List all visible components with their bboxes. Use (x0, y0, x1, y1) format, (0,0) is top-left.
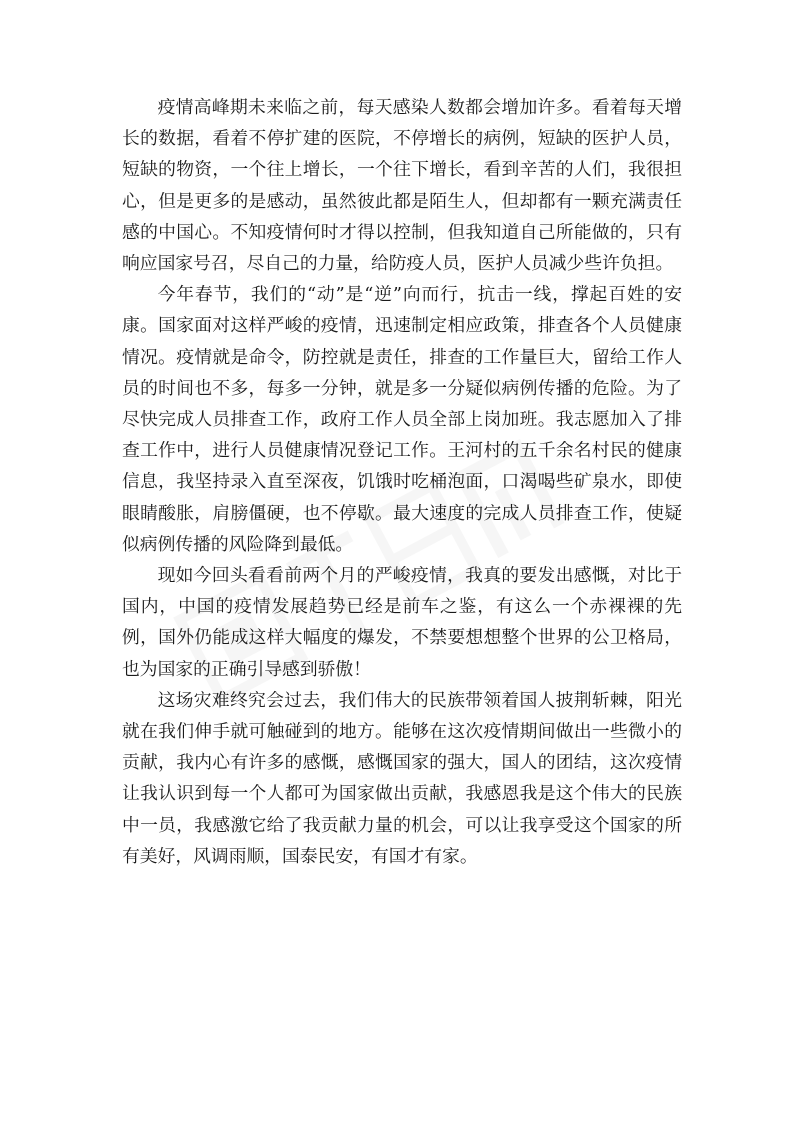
document-body (122, 92, 682, 872)
paragraph-3: 现如今回头看看前两个月的严峻疫情，我真的要发出感慨，对比于国内，中国的疫情发展趋势已经是前车之鉴，有这么一个赤裸裸的先例，国外仍能成这样大幅度的爆发，不禁要想想整个世界的公卫格局，也为国家的正确引导感到骄傲！ (122, 565, 682, 680)
paragraph-1: 疫情高峰期未来临之前，每天感染人数都会增加许多。看着每天增长的数据，看着不停扩建的医院，不停增长的病例，短缺的医护人员，短缺的物资，一个往上增长，一个往下增长，看到辛苦的人们，我很担心，但是更多的是感动，虽然彼此都是陌生人，但却都有一颗充满责任感的中国心。不知疫情何时才得以控制，但我知道自己所能做的，只有响应国家号召，尽自己的力量，给防疫人员，医护人员减少些许负担。 (122, 97, 682, 275)
paragraph-2: 今年春节，我们的“动”是“逆”向而行，抗击一线，撑起百姓的安康。国家面对这样严峻的疫情，迅速制定相应政策，排查各个人员健康情况。疫情就是命令，防控就是责任，排查的工作量巨大，留给工作人员的时间也不多，每多一分钟，就是多一分疑似病例传播的危险。为了尽快完成人员排查工作，政府工作人员全部上岗加班。我志愿加入了排查工作中，进行人员健康情况登记工作。王河村的五千余名村民的健康信息，我坚持录入直至深夜，饥饿时吃桶泡面，口渴喝些矿泉水，即使眼睛酸胀，肩膀僵硬，也不停歇。最大速度的完成人员排查工作，使疑似病例传播的风险降到最低。 (122, 284, 682, 555)
paragraph-4: 这场灾难终究会过去，我们伟大的民族带领着国人披荆斩棘，阳光就在我们伸手就可触碰到的地方。能够在这次疫情期间做出一些微小的贡献，我内心有许多的感慨，感慨国家的强大，国人的团结，这次疫情让我认识到每一个人都可为国家做出贡献，我感恩我是这个伟大的民族中一员，我感激它给了我贡献力量的机会，可以让我享受这个国家的所有美好，风调雨顺，国泰民安，有国才有家。 (122, 689, 682, 867)
